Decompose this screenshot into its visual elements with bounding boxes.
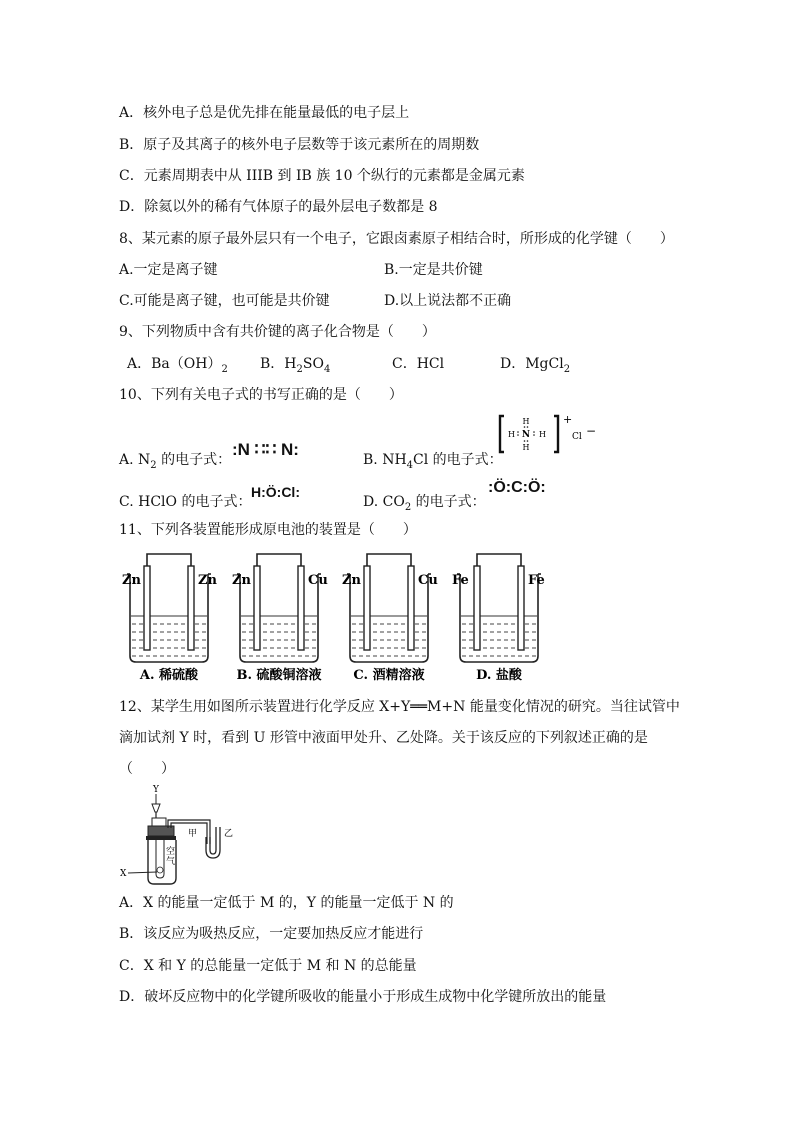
q10-option-a-label: A. $N_2$ 的电子式： — [119, 452, 232, 471]
reactant-x-label: X — [120, 869, 127, 879]
q10-option-c-label: C. HClO 的电子式： — [119, 494, 252, 510]
q10-option-d-formula: :Ö:C:Ö: — [488, 479, 546, 496]
q12-stem-line3: （ ） — [119, 761, 175, 777]
q9-option-d: D．MgCl$_2$ — [500, 356, 571, 375]
q10-b-minus: − — [586, 424, 597, 438]
q11-stem: 11、下列各装置能形成原电池的装置是（ ） — [119, 522, 417, 538]
q10-option-a-formula: :N ∷∷ N: — [232, 440, 299, 459]
q12-option-d: D．破坏反应物中的化学键所吸收的能量小于形成生成物中化学键所放出的能量 — [119, 989, 607, 1005]
q9-stem: 9、下列物质中含有共价键的离子化合物是（ ） — [119, 324, 436, 340]
cell-c-right-electrode: Cu — [418, 573, 438, 588]
q12-option-b: B．该反应为吸热反应，一定要加热反应才能进行 — [119, 926, 424, 942]
cell-d-right-electrode: Fe — [528, 573, 545, 588]
air-label-1: 空 — [166, 847, 176, 857]
q12-option-a: A．X 的能量一定低于 M 的，Y 的能量一定低于 N 的 — [119, 895, 454, 911]
q7-option-b: B．原子及其离子的核外电子层数等于该元素所在的周期数 — [119, 137, 480, 153]
q10-stem: 10、下列有关电子式的书写正确的是（ ） — [119, 387, 403, 403]
q10-b-h-top: H — [522, 417, 530, 426]
reagent-y-label: Y — [153, 785, 159, 795]
air-label-2: 气 — [166, 857, 176, 867]
q12-stem-line2: 滴加试剂 Y 时，看到 U 形管中液面甲处升、乙处降。关于该反应的下列叙述正确的是 — [119, 730, 648, 746]
q7-option-c: C．元素周期表中从 IIIB 到 IB 族 10 个纵行的元素都是金属元素 — [119, 168, 525, 184]
cell-c-caption: C. 酒精溶液 — [353, 668, 425, 683]
q10-b-h-left: H — [508, 430, 515, 439]
q10-b-n: N — [521, 430, 531, 440]
q12-stem-line1: 12、某学生用如图所示装置进行化学反应 X+Y══M+N 能量变化情况的研究。当往试管中 — [119, 699, 680, 715]
cell-b-caption: B. 硫酸铜溶液 — [236, 668, 322, 683]
q12-option-c: C．X 和 Y 的总能量一定低于 M 和 N 的总能量 — [119, 958, 417, 974]
q9-option-b: B．$H_2SO_4$ — [260, 356, 331, 375]
q7-option-a: A．核外电子总是优先排在能量最低的电子层上 — [119, 105, 410, 121]
q9-option-c: C．HCl — [392, 356, 445, 372]
u-tube-label-yi: 乙 — [224, 829, 234, 839]
cell-a-caption: A. 稀硫酸 — [139, 668, 199, 683]
q8-option-a: A.一定是离子键 — [119, 262, 218, 278]
q9-option-a: A．$Ba(OH)_2$ — [127, 356, 228, 375]
u-tube-apparatus-figure — [118, 782, 253, 887]
q10-option-b-formula — [498, 410, 608, 458]
q8-stem: 8、某元素的原子最外层只有一个电子，它跟卤素原子相结合时，所形成的化学键（ ） — [119, 231, 674, 247]
q10-b-plus: + — [563, 413, 573, 426]
cell-a-right-electrode: Zn — [198, 573, 217, 588]
q8-option-c: C.可能是离子键，也可能是共价键 — [119, 293, 330, 309]
galvanic-cells-figure — [118, 552, 558, 684]
cell-d-caption: D. 盐酸 — [476, 668, 522, 683]
q10-b-h-right: H — [539, 430, 546, 439]
q10-b-h-bottom: H — [522, 443, 530, 452]
cell-d-left-electrode: Fe — [452, 573, 469, 588]
q10-option-d-label: D. $CO_2$ 的电子式： — [363, 494, 486, 513]
u-tube-label-jia: 甲 — [188, 829, 198, 839]
cell-a-left-electrode: Zn — [122, 573, 141, 588]
cell-b-left-electrode: Zn — [232, 573, 251, 588]
q10-option-c-formula: H:Ö:Cl: — [251, 484, 300, 500]
q7-option-d: D．除氦以外的稀有气体原子的最外层电子数都是 8 — [119, 199, 438, 215]
cell-b-right-electrode: Cu — [308, 573, 328, 588]
cell-c-left-electrode: Zn — [342, 573, 361, 588]
q8-option-d: D.以上说法都不正确 — [384, 293, 512, 309]
q10-option-b-label: B. $NH_4Cl$ 的电子式： — [363, 452, 503, 471]
q8-option-b: B.一定是共价键 — [384, 262, 483, 278]
q10-b-cl: Cl — [572, 432, 582, 442]
